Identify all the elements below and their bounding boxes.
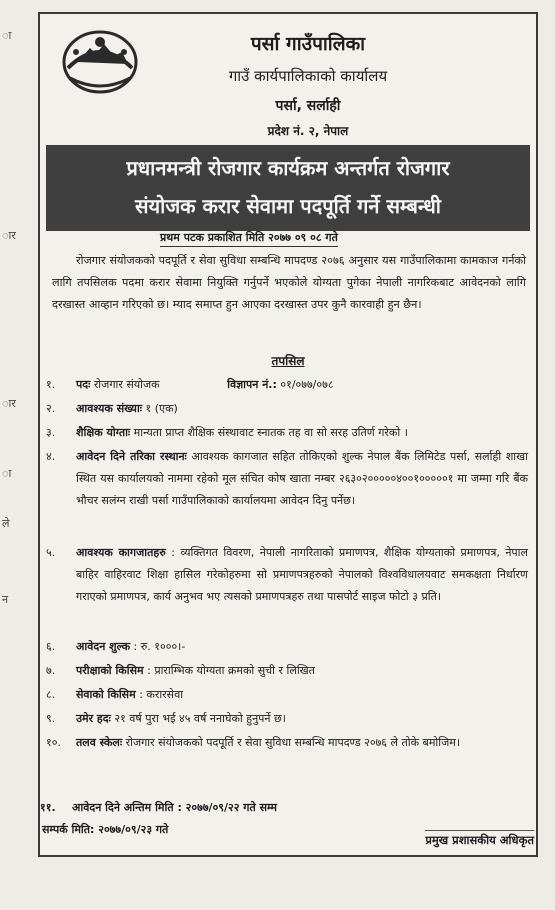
item-text: : करारसेवा xyxy=(139,688,184,701)
item-text: : रु. १०००।- xyxy=(133,640,186,653)
item-label: शैक्षिक योग्ताः xyxy=(76,426,131,439)
item-label: आवश्यक कागजातहरु xyxy=(76,546,166,559)
publication-date: प्रथम पटक प्रकाशित मिति २०७७ ०९ ०८ गते xyxy=(160,230,338,247)
item-text: : प्राराम्भिक योग्यता क्रमको सुची र लिखित xyxy=(147,664,315,677)
item-number: ६. xyxy=(46,640,56,653)
item-label: आवेदन दिने तरिका रस्थानः xyxy=(76,450,187,463)
item-number: ४. xyxy=(46,450,56,463)
intro-paragraph: रोजगार संयोजकको पदपूर्ति र सेवा सुविधा सम्बन्धि मापदण्ड २०७६ अनुसार यस गाउँपालिकामा कामकाज गर्नको लागि तपसिलक पदमा करार सेवामा नियुक्ति गर्नुपर्ने भएकोले योग्यता पुगेका नेपाली नागरिकबाट आवेदनको लागि दरखास्त आव्हान गरिएको छ। म्याद समाप्त हुन आएका दरखास्त उपर कुनै कारवाही हुन छैन। xyxy=(52,254,526,311)
item-number: १. xyxy=(46,378,56,391)
vacancy-notice xyxy=(38,12,538,857)
item-label: आवेदन शुल्क xyxy=(76,640,131,653)
list-item xyxy=(46,398,528,420)
list-item xyxy=(46,542,528,608)
deadline-text: आवेदन दिने अन्तिम मिति : २०७७/०९/२२ गते सम्म xyxy=(72,801,277,814)
municipality-title: पर्सा गाउँपालिका xyxy=(250,33,366,55)
item-number: ९. xyxy=(46,712,56,725)
list-item xyxy=(46,732,528,754)
list-item xyxy=(46,374,528,396)
item-text: रोजगार संयोजकको पदपूर्ति र सेवा सुविधा सम्बन्धि मापदण्ड २०७६ ले तोके बमोजिम। xyxy=(125,736,460,749)
list-item xyxy=(46,446,528,512)
item-text: १ (एक) xyxy=(145,402,178,415)
item-number: १०. xyxy=(46,736,61,749)
item-label: आवश्यक संख्याः xyxy=(76,402,143,415)
side-mark: ार xyxy=(2,229,16,242)
item-number: ५. xyxy=(46,546,56,559)
list-item xyxy=(46,684,528,706)
item-number: ३. xyxy=(46,426,56,439)
list-item xyxy=(46,422,528,444)
banner-line: संयोजक करार सेवामा पदपूर्ति गर्ने सम्बन्धी xyxy=(135,194,441,218)
list-item xyxy=(46,708,528,730)
side-mark: ा xyxy=(2,467,12,480)
item-text: मान्यता प्राप्त शैक्षिक संस्थावाट स्नातक तह वा सो सरह उतिर्ण गरेको । xyxy=(133,426,408,439)
item-label: पदः xyxy=(76,378,91,391)
item-text: : व्यक्तिगत विवरण, नेपाली नागरिताको प्रमाणपत्र, शैक्षिक योग्यताको प्रमाणपत्र, नेपाल बाहिर वाहिरवाट शिक्षा हासिल गरेकोहरुमा सो प्रमाणपत्रहरुको नेपालको विश्वविधालयवाट समकक्षता निर्धारण गराएको प्रमाणपत्र, कार्य अनुभव भए त्यसको प्रमाणपत्रहरु तथा पासपोर्ट साइज फोटो ३ प्रति। xyxy=(76,546,528,603)
item-label: उमेर हदः xyxy=(76,712,111,725)
province-line: प्रदेश नं. २, नेपाल xyxy=(267,124,349,138)
item-text: २१ वर्ष पुरा भई ४५ वर्ष ननाघेको हुनुपर्ने छ। xyxy=(114,712,286,725)
item-label: सेवाको किसिम xyxy=(76,688,136,701)
office-name: गाउँ कार्यपालिकाको कार्यालय xyxy=(228,67,388,85)
list-item xyxy=(46,636,528,658)
item-number: ८. xyxy=(46,688,56,701)
list-item xyxy=(46,660,528,682)
item-number: २. xyxy=(46,402,56,415)
contact-date: सम्पर्क मिति: २०७७/०९/२३ गते xyxy=(42,823,169,836)
item-number: ७. xyxy=(46,664,56,677)
item-label: विज्ञापन नं.: xyxy=(227,378,277,391)
side-mark: न xyxy=(2,593,9,606)
notice-banner xyxy=(46,145,530,231)
office-location: पर्सा, सर्लाही xyxy=(275,98,341,114)
item-label: परीक्षाको किसिम xyxy=(76,664,144,677)
side-mark: ा xyxy=(2,29,12,42)
signatory-title: प्रमुख प्रशासकीय अधिकृत xyxy=(425,830,534,848)
item-label: तलव स्केलः xyxy=(76,736,123,749)
side-mark: ले xyxy=(2,517,10,530)
application-deadline xyxy=(40,800,528,815)
item-text: रोजगार संयोजक xyxy=(93,378,160,391)
adjacent-column-fragment xyxy=(0,0,22,910)
item-number: ११. xyxy=(40,801,56,814)
schedule-heading: तपसिल xyxy=(271,354,305,368)
item-text: ०१/०७७/०७८ xyxy=(280,378,334,391)
side-mark: ार xyxy=(2,397,16,410)
banner-line: प्रधानमन्त्री रोजगार कार्यक्रम अन्तर्गत रोजगार xyxy=(126,156,450,180)
item-text: आवश्यक कागजात सहित तोकिएको शुल्क नेपाल बैंक लिमिटेड पर्सा, सर्लाही शाखा स्थित यस कार्यालयको नाममा रहेको मूल संचित कोष खाता नम्बर २६३०२०००००४००१०००००१ मा जम्मा गरि बैंक भौचर सलंग्न राखी पर्सा गाउँपालिकाको कार्यालयमा आवेदन दिनु पर्नेछ। xyxy=(76,450,529,507)
